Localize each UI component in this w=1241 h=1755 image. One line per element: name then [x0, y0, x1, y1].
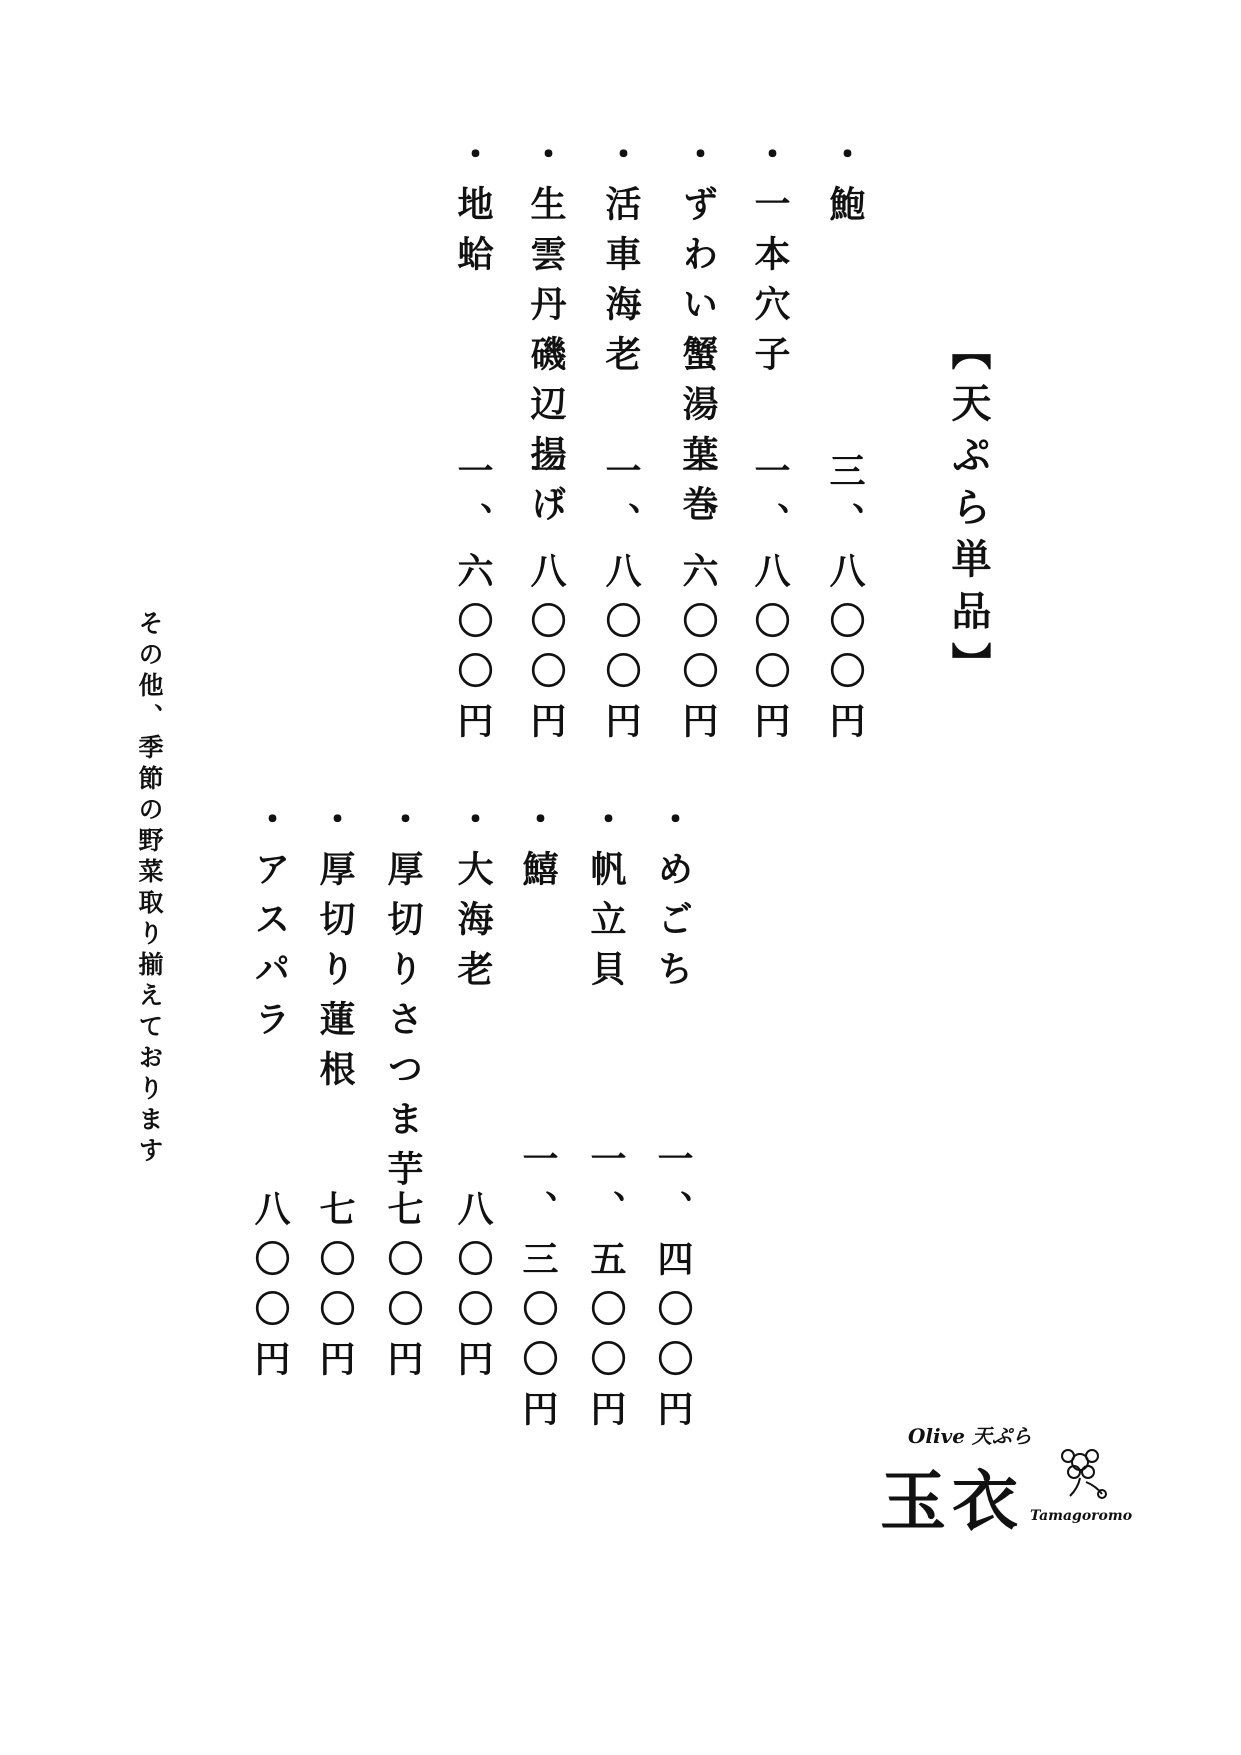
logo-tagline: Olive 天ぷら — [908, 1424, 1032, 1448]
menu-item-price: 三、八〇〇円 — [824, 452, 866, 752]
menu-item-name: ・アスパラ — [249, 800, 291, 1050]
menu-item-name: ・鱚 — [517, 800, 559, 900]
menu-item-price: 一、六〇〇円 — [677, 452, 719, 752]
menu-item-price: 一、四〇〇円 — [652, 1140, 694, 1440]
menu-title: 【天ぷら単品】 — [945, 330, 992, 694]
menu-item-price: 一、五〇〇円 — [585, 1140, 627, 1440]
menu-item-name: ・生雲丹磯辺揚げ — [525, 135, 567, 535]
menu-item-price: 一、三〇〇円 — [517, 1140, 559, 1440]
menu-item-price: 七〇〇円 — [382, 1190, 424, 1390]
flower-icon — [1040, 1442, 1120, 1502]
seasonal-note: その他、季節の野菜取り揃えております — [135, 610, 164, 1168]
menu-item-price: 一、八〇〇円 — [749, 452, 791, 752]
menu-item-name: ・めごち — [652, 800, 694, 1000]
menu-item-name: ・大海老 — [452, 800, 494, 1000]
menu-item-name: ・厚切りさつま芋 — [382, 800, 424, 1200]
restaurant-logo — [880, 1420, 1133, 1540]
menu-item-name: ・鮑 — [824, 135, 866, 235]
logo-romaji: Tamagoromo — [1030, 1508, 1133, 1524]
menu-item-name: ・帆立貝 — [585, 800, 627, 1000]
menu-item-price: 八〇〇円 — [452, 1190, 494, 1390]
menu-item-price: 一、六〇〇円 — [452, 452, 494, 752]
menu-item-name: ・活車海老 — [600, 135, 642, 385]
menu-item-price: 一、八〇〇円 — [600, 452, 642, 752]
menu-item-price: 八〇〇円 — [249, 1190, 291, 1390]
menu-item-price: 一、八〇〇円 — [525, 452, 567, 752]
menu-item-price: 七〇〇円 — [314, 1190, 356, 1390]
menu-item-name: ・ずわい蟹湯葉巻 — [677, 135, 719, 535]
menu-item-name: ・地蛤 — [452, 135, 494, 285]
menu-item-name: ・厚切り蓮根 — [314, 800, 356, 1100]
menu-item-name: ・一本穴子 — [749, 135, 791, 385]
logo-name: 玉衣 — [880, 1462, 1024, 1540]
